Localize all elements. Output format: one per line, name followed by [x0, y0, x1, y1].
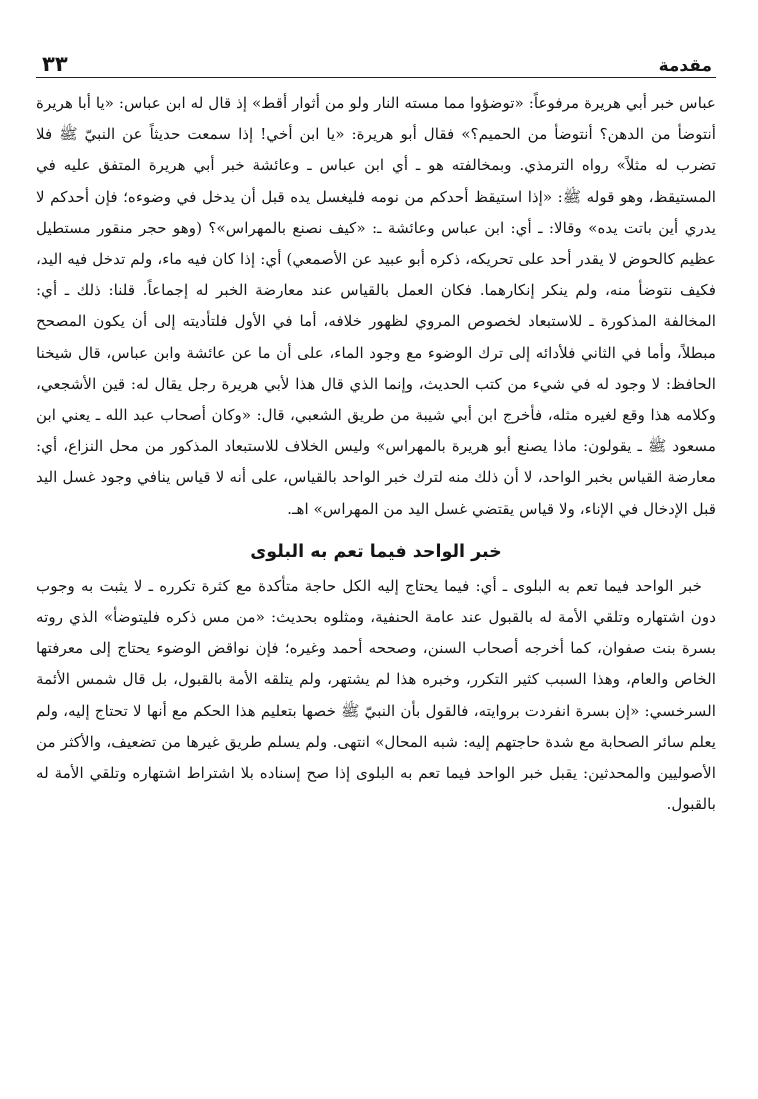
- body-paragraph: عباس خبر أبي هريرة مرفوعاً: «توضؤوا مما مسته النار ولو من أثوار أقط» إذ قال له ابن عباس: «يا أبا هريرة أنتوضأ من الدهن؟ أنتوضأ من الحميم؟» فقال أبو هريرة: «يا ابن أخي! إذا سمعت حديثاً عن النبيّ ﷺ فلا تضرب له مثلاً» رواه الترمذي. وبمخالفته هو ـ أي ابن عباس ـ وعائشة خبر أبي هريرة المتفق عليه في المستيقظ، وهو قوله ﷺ: «إذا استيقظ أحدكم من نومه فليغسل يده قبل أن يدخل في وضوءه؛ فإن أحدكم لا يدري أين باتت يده» وقالا: ـ أي: ابن عباس وعائشة ـ: «كيف نصنع بالمهراس»؟ (وهو حجر منقور مستطيل عظيم كالحوض لا يقدر أحد على تحريكه، ذكره أبو عبيد عن الأصمعي) أي: إذا كان فيه ماء، ولم تدخل فيه اليد، فكيف نتوضأ منه، ولم ينكر إنكارهما. فكان العمل بالقياس عند معارضة الخبر له إجماعاً. قلنا: ذلك ـ أي: المخالفة المذكورة ـ للاستبعاد لخصوص المروي لظهور خلافه، أما في الأول فلتأديته إلى أن يكون المصحح مبطلاً، وأما في الثاني فلأدائه إلى ترك الوضوء مع وجود الماء، على أن ما عن عائشة وابن عباس، قال شيخنا الحافظ: لا وجود له في شيء من كتب الحديث، وإنما الذي قال هذا لأبي هريرة رجل يقال له: قين الأشجعي، وكلامه هذا وقع لغيره مثله، فأخرج ابن أبي شيبة من طريق الشعبي، قال: «وكان أصحاب عبد الله ـ يعني ابن مسعود ﷺ ـ يقولون: ماذا يصنع أبو هريرة بالمهراس» وليس الخلاف للاستبعاد المذكور من محل النزاع، أي: معارضة القياس بخبر الواحد، لا أن ذلك منه لترك خبر الواحد بالقياس، على أنه لا قياس ينافي وجود غسل اليد قبل الإدخال في الإناء، ولا قياس يقتضي غسل اليد من المهراس» اهـ.: [36, 94, 716, 518]
- running-header: [36, 38, 716, 78]
- section-heading: خبر الواحد فيما تعم به البلوى: [250, 541, 502, 562]
- running-header-title: مقدمة: [658, 56, 712, 76]
- page-number: ٣٣: [42, 52, 68, 76]
- body-paragraph: خبر الواحد فيما تعم به البلوى ـ أي: فيما يحتاج إليه الكل حاجة متأكدة مع كثرة تكرره ـ لا يثبت به وجوب دون اشتهاره وتلقي الأمة له بالقبول عند عامة الحنفية، ومثلوه بحديث: «من مس ذكره فليتوضأ» الذي روته بسرة بنت صفوان، كما أخرجه أصحاب السنن، وصححه أحمد وغيره؛ فإن نواقض الوضوء يحتاج إلى معرفتها الخاص والعام، وهذا السبب كثير التكرر، وخبره هذا لم يشتهر، ولم يتلقه الأمة بالقبول، بل قال شمس الأئمة السرخسي: «إن بسرة انفردت بروايته، فالقول بأن النبيّ ﷺ خصها بتعليم هذا الحكم مع أنها لا تحتاج إليه، ولم يعلم سائر الصحابة مع شدة حاجتهم إليه: شبه المحال» انتهى. ولم يسلم طريق غيرها من تضعيف، والأكثر من الأصوليين والمحدثين: يقبل خبر الواحد فيما تعم به البلوى إذا صح إسناده بلا اشتراط اشتهاره وتلقي الأمة له بالقبول.: [36, 576, 716, 814]
